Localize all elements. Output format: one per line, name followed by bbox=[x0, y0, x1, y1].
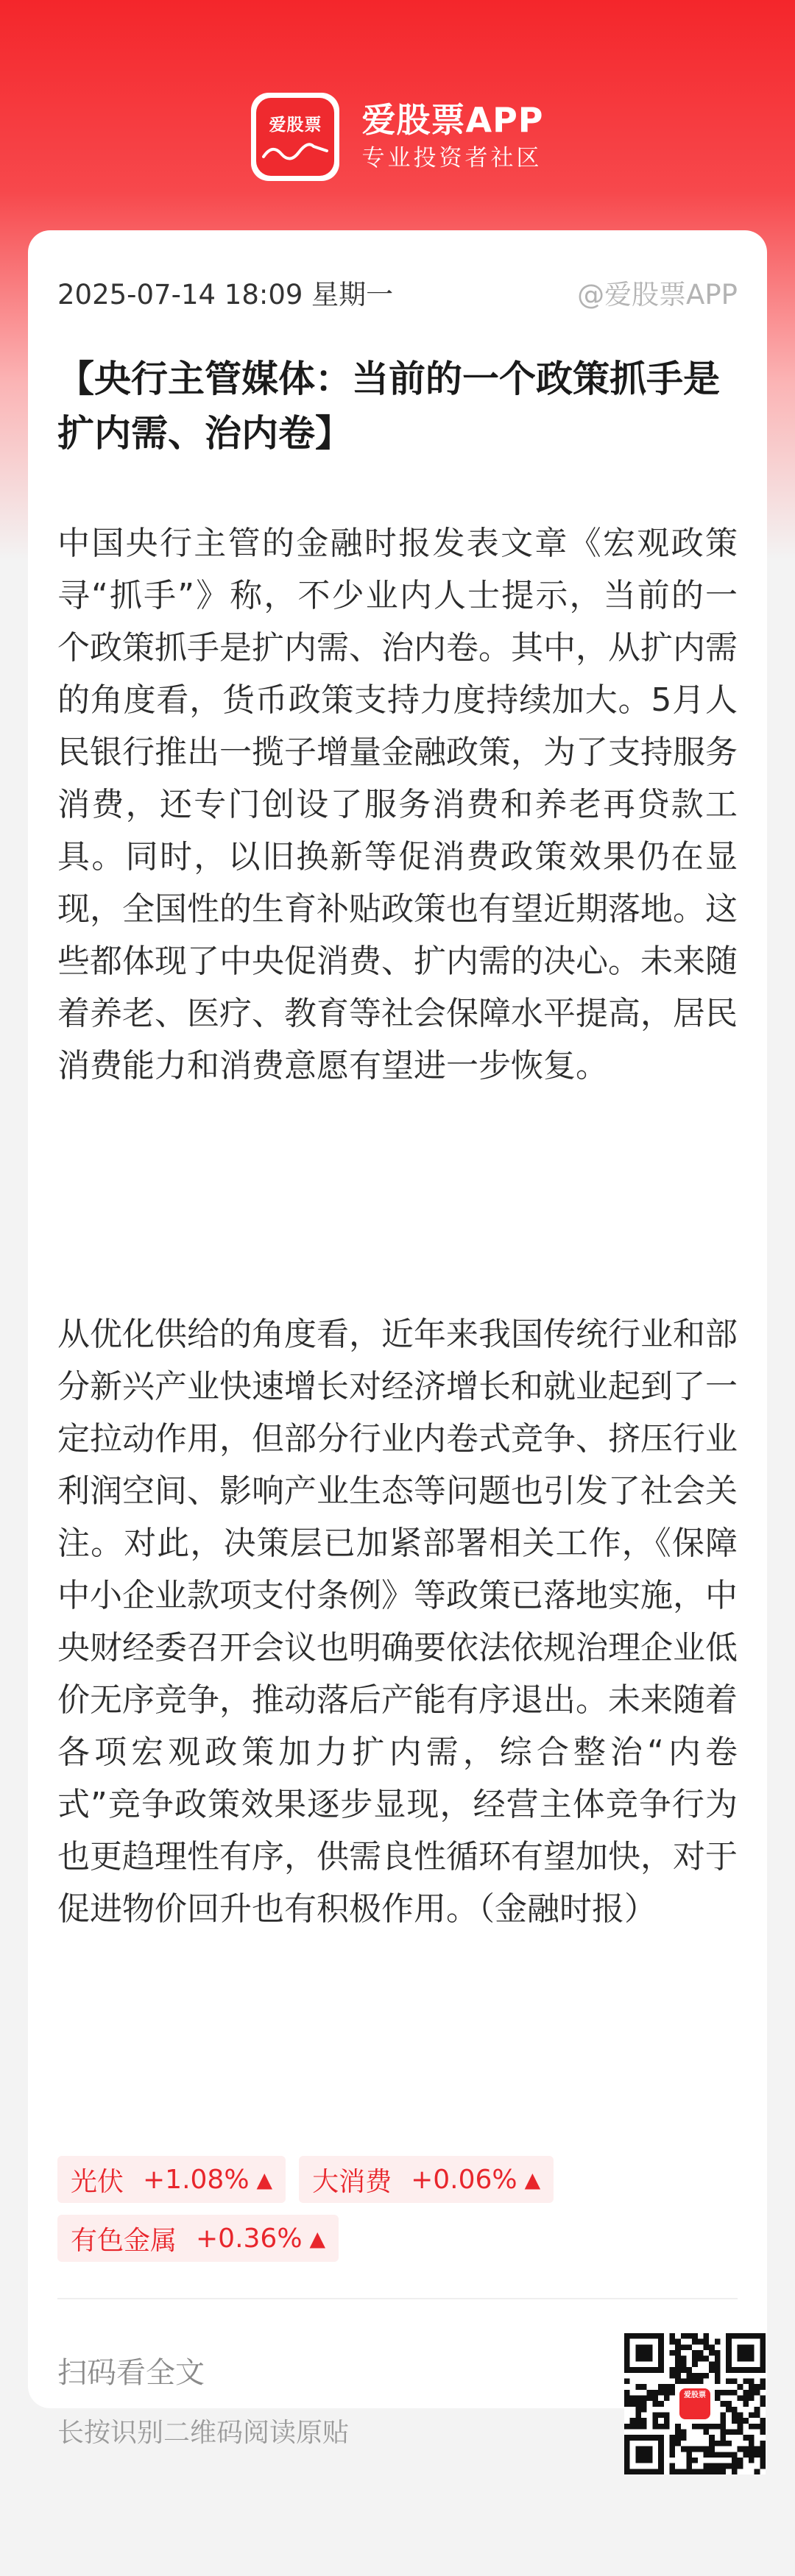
post-paragraph: 从优化供给的角度看，近年来我国传统行业和部分新兴产业快速增长对经济增长和就业起到了一定拉动作用，但部分行业内卷式竞争、挤压行业利润空间、影响产业生态等问题也引发了社会关注。对此，决策层已加紧部署相关工作，《保障中小企业款项支付条例》等政策已落地实施，中央财经委召开会议也明确要依法依规治理企业低价无序竞争，推动落后产能有序退出。未来随着各项宏观政策加力扩内需，综合整治“内卷式”竞争政策效果逐步显现，经营主体竞争行为也更趋理性有序，供需良性循环有望加快，对于促进物价回升也有积极作用。（金融时报） bbox=[57, 1316, 738, 1928]
sector-tags bbox=[57, 2156, 738, 2274]
post-source[interactable]: @爱股票APP bbox=[577, 279, 738, 311]
tag-row bbox=[57, 2156, 738, 2203]
post-paragraph: 中国央行主管的金融时报发表文章《宏观政策寻“抓手”》称，不少业内人士提示，当前的一个政策抓手是扩内需、治内卷。其中，从扩内需的角度看，货币政策支持力度持续加大。5月人民银行推出一揽子增量金融政策，为了支持服务消费，还专门创设了服务消费和养老再贷款工具。同时，以旧换新等促消费政策效果仍在显现，全国性的生育补贴政策也有望近期落地。这些都体现了中央促消费、扩内需的决心。未来随着养老、医疗、教育等社会保障水平提高，居民消费能力和消费意愿有望进一步恢复。 bbox=[57, 525, 738, 1085]
brand-name: 爱股票APP bbox=[361, 99, 544, 140]
sector-tag[interactable] bbox=[57, 2215, 339, 2262]
post-datetime: 2025-07-14 18:09 星期一 bbox=[57, 279, 394, 311]
brand-slogan: 专业投资者社区 bbox=[361, 144, 543, 171]
sector-tag-name: 有色金属 bbox=[71, 2225, 177, 2256]
sector-tag-change: +0.36% bbox=[196, 2223, 303, 2254]
sector-tag[interactable] bbox=[299, 2156, 554, 2203]
post-meta bbox=[57, 274, 738, 310]
brand-block bbox=[361, 99, 543, 175]
footer-divider bbox=[57, 2298, 738, 2299]
up-arrow-icon: ▲ bbox=[256, 2167, 273, 2192]
post-card bbox=[28, 230, 767, 2448]
scan-subtitle: 长按识别二维码阅读原贴 bbox=[57, 2418, 350, 2448]
up-arrow-icon: ▲ bbox=[524, 2167, 541, 2192]
post-title: 【央行主管媒体：当前的一个政策抓手是扩内需、治内卷】 bbox=[57, 358, 720, 455]
qr-logo bbox=[677, 2386, 713, 2421]
up-arrow-icon: ▲ bbox=[309, 2226, 326, 2251]
trend-line-icon bbox=[262, 136, 328, 166]
qr-logo-text: 爱股票 bbox=[679, 2388, 710, 2419]
scan-title: 扫码看全文 bbox=[57, 2356, 205, 2390]
sector-tag-change: +1.08% bbox=[143, 2164, 250, 2195]
sector-tag-change: +0.06% bbox=[411, 2164, 517, 2195]
qr-code[interactable] bbox=[624, 2333, 766, 2474]
sector-tag[interactable] bbox=[57, 2156, 286, 2203]
app-logo bbox=[251, 93, 339, 181]
app-logo-text: 爱股票 bbox=[269, 115, 322, 135]
sector-tag-name: 光伏 bbox=[71, 2166, 124, 2197]
sector-tag-name: 大消费 bbox=[312, 2166, 392, 2197]
app-header bbox=[0, 87, 795, 186]
app-logo-icon bbox=[256, 98, 334, 176]
tag-row bbox=[57, 2215, 738, 2262]
